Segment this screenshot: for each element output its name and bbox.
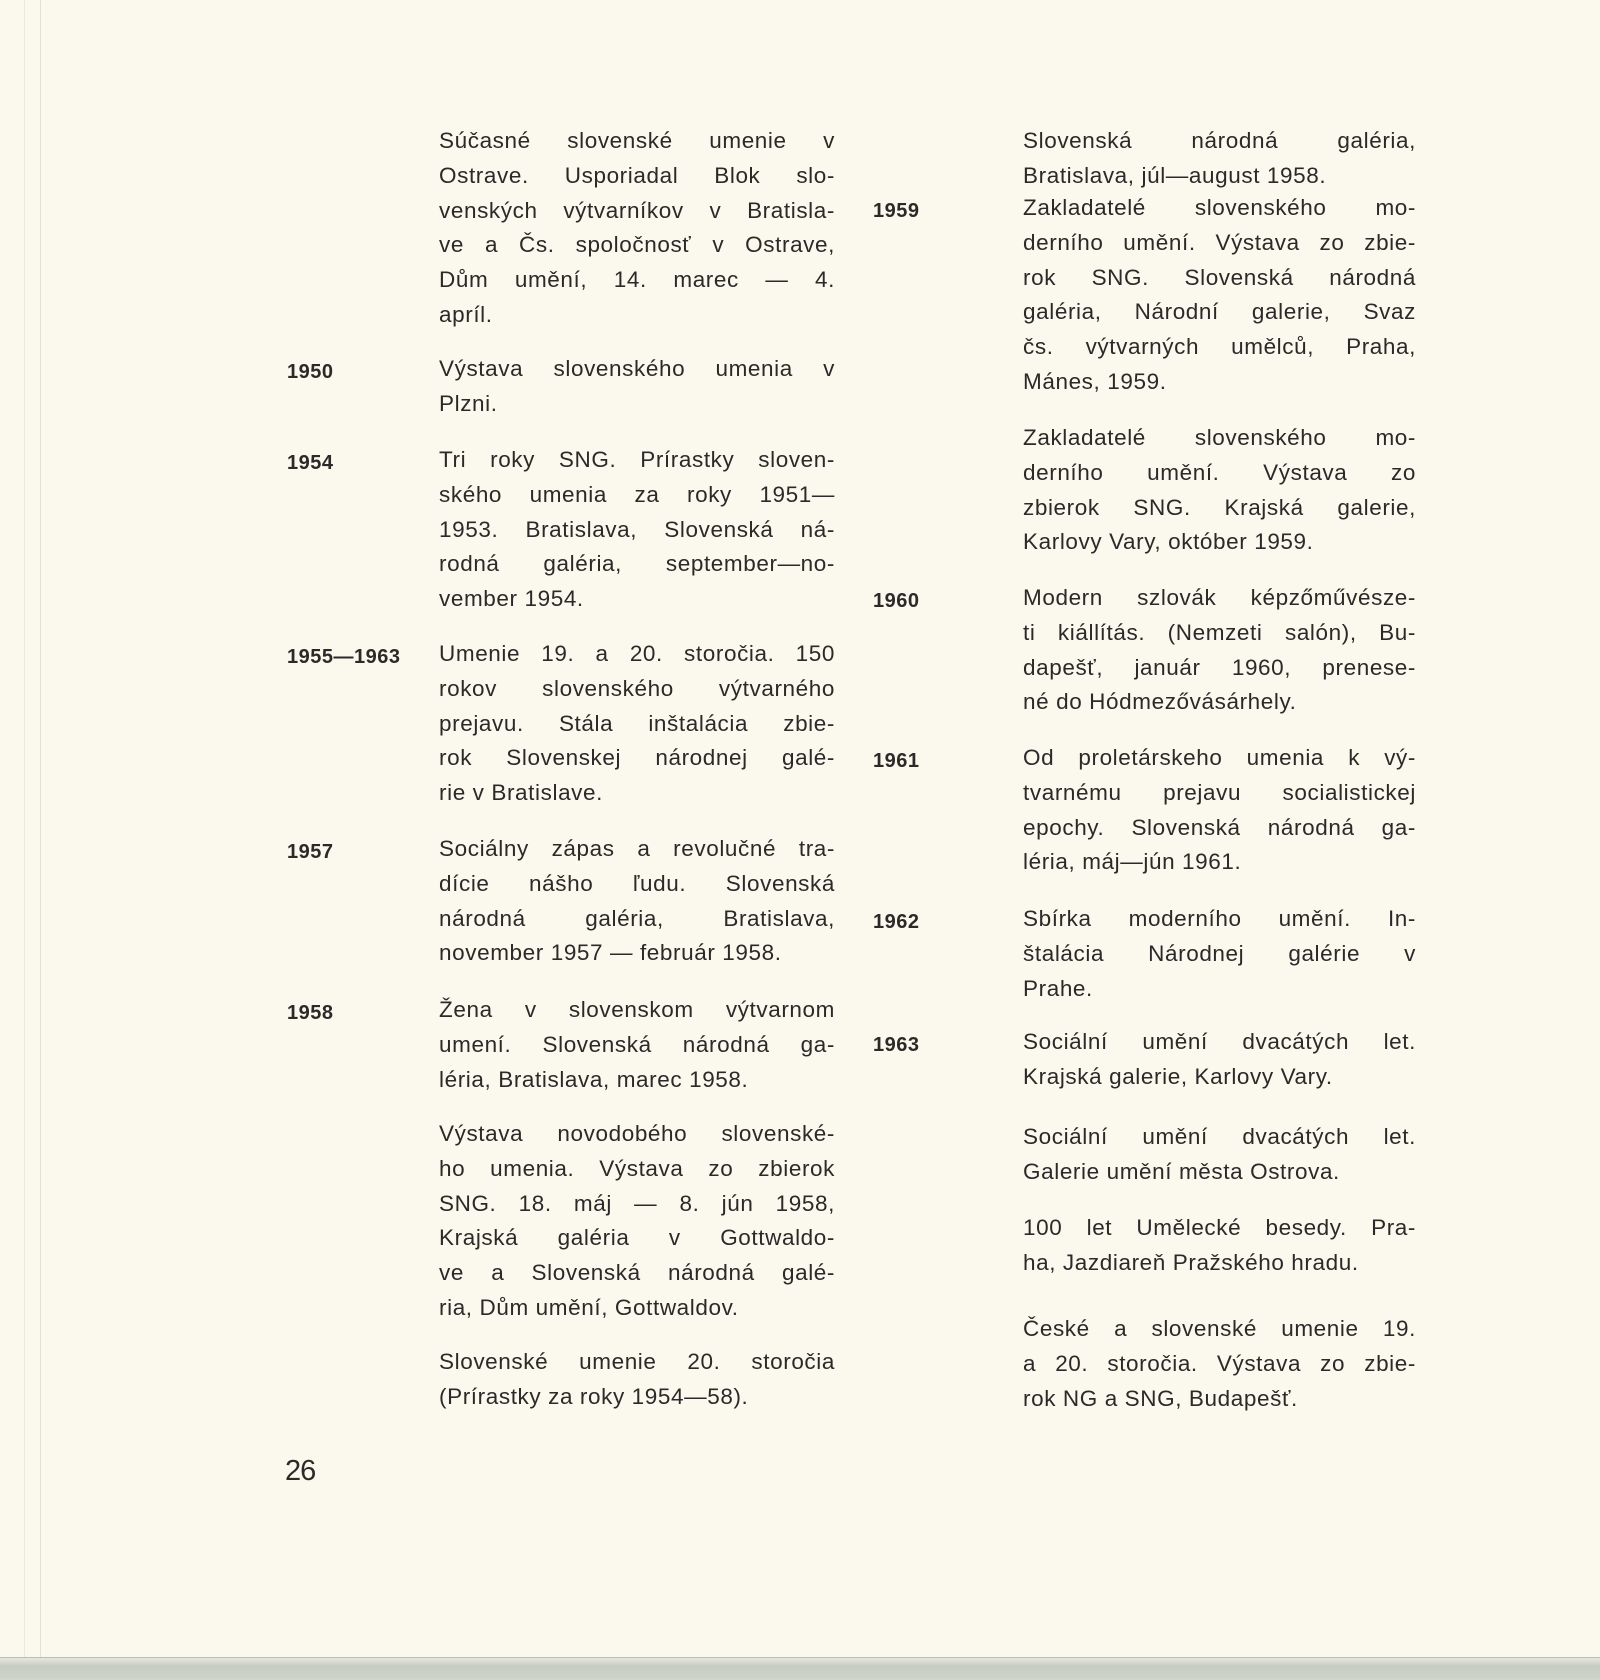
text-line: 100 let Umělecké besedy. Pra-: [1023, 1215, 1416, 1240]
text-line: Tri roky SNG. Prírastky sloven-: [439, 447, 835, 472]
text-line: apríl.: [439, 301, 493, 327]
text-line: národná galéria, Bratislava,: [439, 905, 835, 931]
page-bottom-edge: [0, 1657, 1600, 1679]
text-line: štalácia Národnej galérie v: [1023, 940, 1416, 966]
entry-description: [439, 443, 835, 617]
entry-year: 1959: [873, 200, 920, 222]
text-line: rodná galéria, september—no-: [439, 551, 835, 577]
text-line: rok NG a SNG, Budapešť.: [1023, 1385, 1298, 1411]
text-line: Sociálny zápas a revolučné tra-: [439, 836, 835, 861]
entry-description: [439, 352, 835, 422]
entry-year: 1957: [287, 841, 334, 863]
text-line: SNG. 18. máj — 8. jún 1958,: [439, 1190, 835, 1216]
entry-description: [1023, 581, 1416, 720]
text-line: Sbírka moderního umění. In-: [1023, 906, 1416, 931]
text-line: Zakladatelé slovenského mo-: [1023, 195, 1416, 220]
text-line: zbierok SNG. Krajská galerie,: [1023, 494, 1416, 520]
entry-description: [1023, 1312, 1416, 1416]
entry-year: 1950: [287, 361, 334, 383]
entry-year: 1954: [287, 452, 334, 474]
text-line: prejavu. Stála inštalácia zbie-: [439, 710, 835, 736]
text-line: Bratislava, júl—august 1958.: [1023, 162, 1327, 188]
entry-year: 1955—1963: [287, 646, 401, 668]
text-line: ho umenia. Výstava zo zbierok: [439, 1155, 835, 1181]
text-line: venských výtvarníkov v Bratisla-: [439, 197, 835, 223]
entry-description: [1023, 421, 1416, 560]
text-line: tvarnému prejavu socialistickej: [1023, 779, 1416, 805]
text-line: vember 1954.: [439, 586, 584, 612]
text-line: Výstava slovenského umenia v: [439, 356, 835, 381]
text-line: ria, Dům umění, Gottwaldov.: [439, 1294, 739, 1320]
entry-description: [1023, 741, 1416, 880]
text-line: Slovenské umenie 20. storočia: [439, 1349, 835, 1374]
text-line: Karlovy Vary, október 1959.: [1023, 529, 1314, 555]
text-line: rie v Bratislave.: [439, 780, 603, 806]
text-line: ve a Slovenská národná galé-: [439, 1260, 835, 1286]
text-line: ti kiállítás. (Nemzeti salón), Bu-: [1023, 619, 1416, 645]
entry-description: [1023, 1025, 1416, 1095]
text-line: rok SNG. Slovenská národná: [1023, 264, 1416, 290]
text-line: dície nášho ľudu. Slovenská: [439, 870, 835, 896]
text-line: léria, máj—jún 1961.: [1023, 849, 1242, 875]
text-line: Modern szlovák képzőművésze-: [1023, 585, 1416, 610]
text-line: derního umění. Výstava zo zbie-: [1023, 229, 1416, 255]
text-line: Umenie 19. a 20. storočia. 150: [439, 641, 835, 666]
text-line: galéria, Národní galerie, Svaz: [1023, 299, 1416, 325]
entry-year: 1961: [873, 750, 920, 772]
entry-description: [1023, 1211, 1416, 1281]
entry-description: [439, 1117, 835, 1326]
text-line: Krajská galerie, Karlovy Vary.: [1023, 1063, 1333, 1089]
text-line: ve a Čs. spoločnosť v Ostrave,: [439, 232, 835, 258]
text-line: čs. výtvarných umělců, Praha,: [1023, 334, 1416, 360]
entry-description: [439, 637, 835, 811]
text-line: a 20. storočia. Výstava zo zbie-: [1023, 1350, 1416, 1376]
text-line: né do Hódmezővásárhely.: [1023, 689, 1297, 715]
text-line: Výstava novodobého slovenské-: [439, 1121, 835, 1146]
entry-description: [439, 993, 835, 1097]
text-line: Plzni.: [439, 390, 498, 416]
entry-description: [1023, 124, 1416, 194]
text-line: derního umění. Výstava zo: [1023, 459, 1416, 485]
text-line: léria, Bratislava, marec 1958.: [439, 1066, 749, 1092]
text-line: České a slovenské umenie 19.: [1023, 1316, 1416, 1341]
text-line: Sociální umění dvacátých let.: [1023, 1124, 1416, 1149]
entry-description: [439, 832, 835, 971]
text-line: 1953. Bratislava, Slovenská ná-: [439, 516, 835, 542]
text-line: epochy. Slovenská národná ga-: [1023, 814, 1416, 840]
page-edge: [14, 0, 25, 1660]
text-line: november 1957 — február 1958.: [439, 940, 782, 966]
text-line: Galerie umění města Ostrova.: [1023, 1158, 1340, 1184]
text-line: umení. Slovenská národná ga-: [439, 1031, 835, 1057]
text-line: Súčasné slovenské umenie v: [439, 128, 835, 153]
page-number: 26: [285, 1455, 316, 1487]
text-line: Ostrave. Usporiadal Blok slo-: [439, 162, 835, 188]
text-line: dapešť, január 1960, prenese-: [1023, 654, 1416, 680]
text-line: Krajská galéria v Gottwaldo-: [439, 1225, 835, 1251]
entry-description: [439, 124, 835, 333]
entry-year: 1960: [873, 590, 920, 612]
text-line: Mánes, 1959.: [1023, 368, 1167, 394]
entry-description: [1023, 1120, 1416, 1190]
entry-description: [439, 1345, 835, 1415]
entry-year: 1962: [873, 911, 920, 933]
text-line: ha, Jazdiareň Pražského hradu.: [1023, 1249, 1359, 1275]
text-line: Sociální umění dvacátých let.: [1023, 1029, 1416, 1054]
text-line: ského umenia za roky 1951—: [439, 481, 835, 507]
text-line: (Prírastky za roky 1954—58).: [439, 1383, 749, 1409]
text-line: rokov slovenského výtvarného: [439, 675, 835, 701]
text-line: Dům umění, 14. marec — 4.: [439, 267, 835, 293]
text-line: Zakladatelé slovenského mo-: [1023, 425, 1416, 450]
text-line: Prahe.: [1023, 975, 1093, 1001]
text-line: Žena v slovenskom výtvarnom: [439, 997, 835, 1022]
entry-year: 1963: [873, 1034, 920, 1056]
entry-description: [1023, 902, 1416, 1006]
text-line: rok Slovenskej národnej galé-: [439, 745, 835, 771]
text-line: Slovenská národná galéria,: [1023, 128, 1416, 153]
entry-year: 1958: [287, 1002, 334, 1024]
entry-description: [1023, 191, 1416, 400]
text-line: Od proletárskeho umenia k vý-: [1023, 745, 1416, 770]
